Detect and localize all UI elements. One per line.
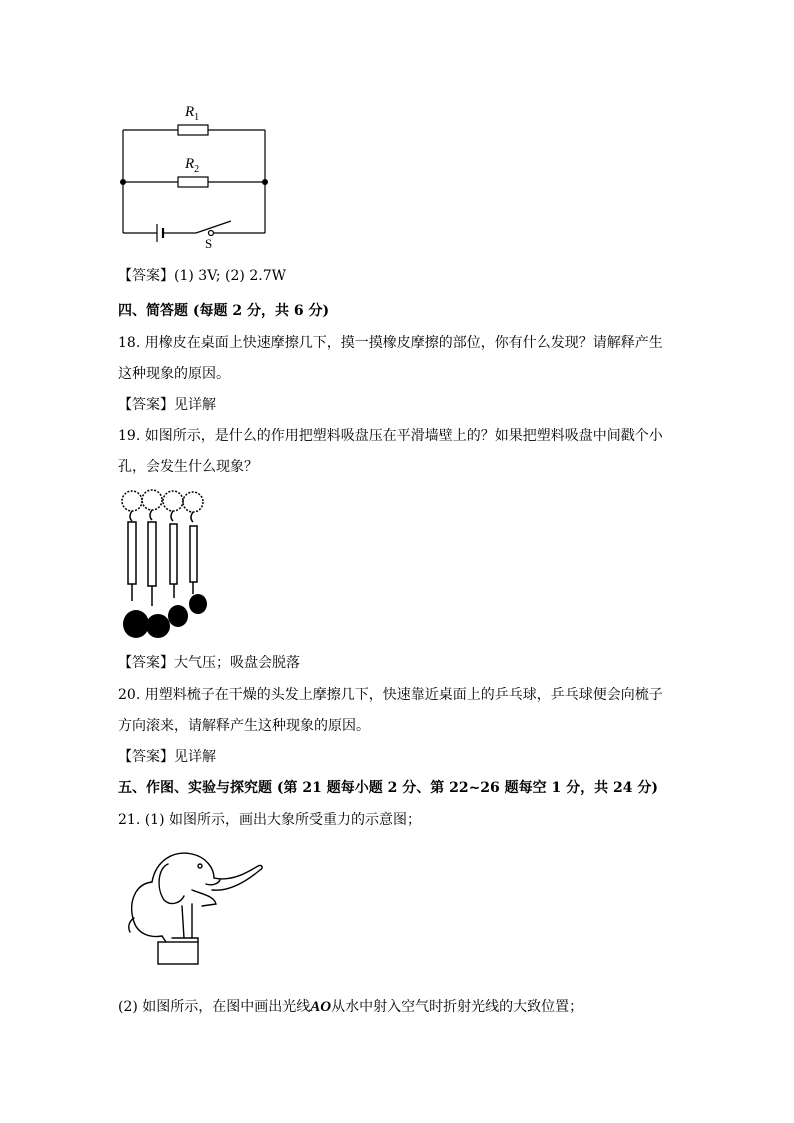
q19-line1: 19. 如图所示，是什么的作用把塑料吸盘压在平滑墙壁上的？如果把塑料吸盘中间戳个小 xyxy=(118,428,663,444)
switch-contact xyxy=(209,231,214,236)
answer-q17: 【答案】(1) 3V; (2) 2.7W xyxy=(118,268,286,284)
r1-sub: 1 xyxy=(194,112,200,123)
resistor-r2 xyxy=(178,177,208,187)
resistor-r1 xyxy=(178,125,208,135)
r2-label: R xyxy=(185,156,195,172)
q21-part2-suffix: 从水中射入空气时折射光线的大致位置； xyxy=(331,999,584,1015)
junction-right xyxy=(262,179,268,185)
q20-line2: 方向滚来，请解释产生这种现象的原因。 xyxy=(118,718,370,734)
svg-text:R1 xyxy=(184,104,199,123)
q21-part2-prefix: (2) 如图所示，在图中画出光线 xyxy=(118,999,311,1015)
svg-text:R2 xyxy=(184,156,199,175)
q19-line2: 孔，会发生什么现象？ xyxy=(118,459,258,475)
answer-q20: 【答案】见详解 xyxy=(118,749,216,765)
elephant-image xyxy=(122,842,272,972)
ray-label-AO: AO xyxy=(310,999,332,1015)
answer-q18: 【答案】见详解 xyxy=(118,397,216,413)
suction-cup-ladles-image xyxy=(118,486,218,646)
junction-left xyxy=(120,179,126,185)
section-4-title: 四、简答题 (每题 2 分，共 6 分) xyxy=(118,303,330,319)
switch-label: S xyxy=(205,236,213,251)
q20-line1: 20. 用塑料梳子在干燥的头发上摩擦几下，快速靠近桌面上的乒乓球，乒乓球便会向梳子 xyxy=(118,687,663,703)
answer-q19: 【答案】大气压；吸盘会脱落 xyxy=(118,655,300,671)
circuit-diagram xyxy=(0,0,794,250)
q21-part2 xyxy=(118,998,583,1016)
q21-part1: 21. (1) 如图所示，画出大象所受重力的示意图； xyxy=(118,812,421,828)
section-5-title: 五、作图、实验与探究题 (第 21 题每小题 2 分、第 22~26 题每空 1 分，共 24 分) xyxy=(118,780,659,796)
r1-label: R xyxy=(185,104,195,120)
q18-line1: 18. 用橡皮在桌面上快速摩擦几下，摸一摸橡皮摩擦的部位，你有什么发现？请解释产生 xyxy=(118,335,663,351)
r2-sub: 2 xyxy=(194,164,200,175)
q18-line2: 这种现象的原因。 xyxy=(118,366,230,382)
